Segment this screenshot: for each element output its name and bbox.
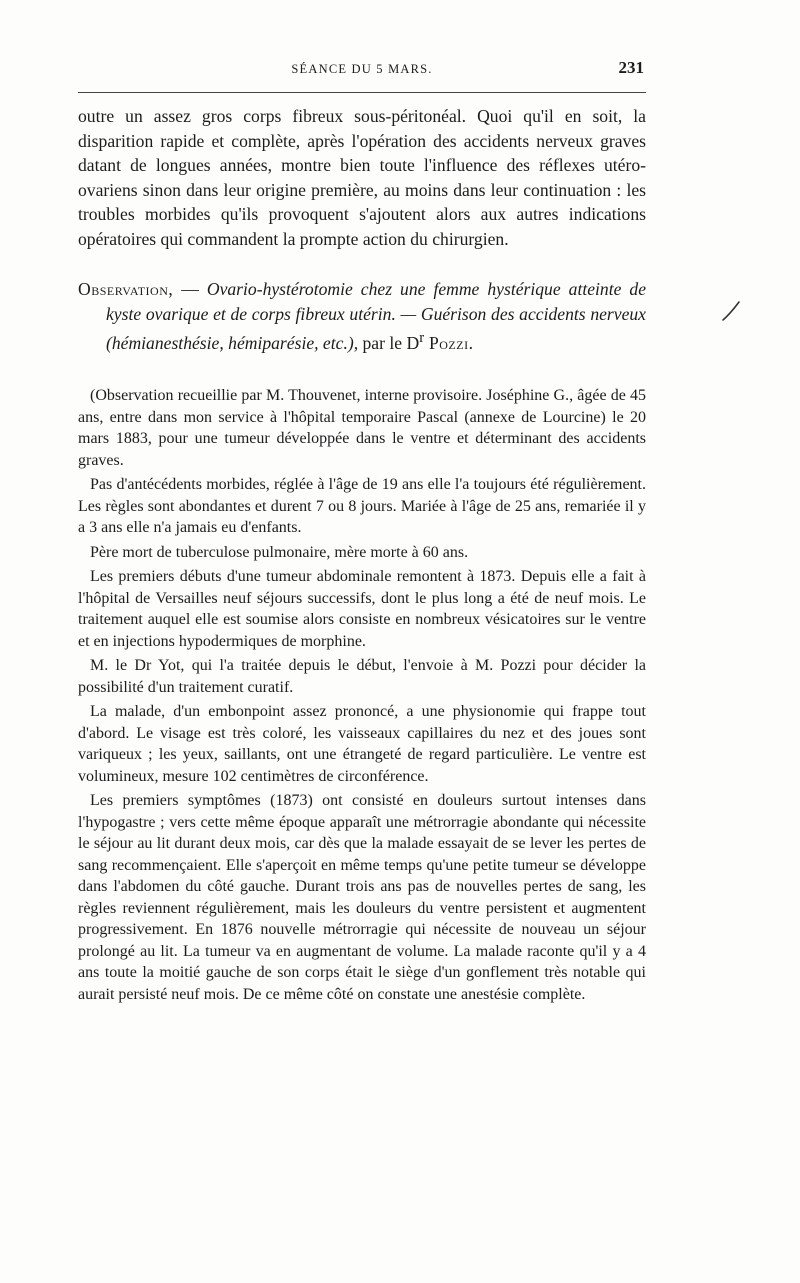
case-paragraph: Père mort de tuberculose pulmonaire, mère morte à 60 ans. [90,543,469,561]
observation-author-sup: r [419,330,425,346]
case-paragraph: Pas d'antécédents morbides, réglée à l'âge de 19 ans elle l'a toujours été régulièrement. Les règles sont abondantes et durent 7 ou 8 jours. Mariée à l'âge de 25 ans, remariée il y a 3 ans elle n'a jamais eu d'enfants. [78,476,646,537]
case-paragraph: La malade, d'un embonpoint assez prononcé, a une physionomie qui frappe tout d'abord. Le visage est très coloré, les vaisseaux capillaires du nez et des joues sont variqueux ; les yeux, saillants, ont une étrangeté de regard particulière. Le ventre est volumineux, mesure 102 centimètres de circonférence. [78,703,646,785]
margin-pencil-mark [720,300,742,322]
observation-dash: — [173,279,207,299]
case-paragraph: Les premiers symptômes (1873) ont consisté en douleurs surtout intenses dans l'hypogastre ; vers cette même époque apparaît une métrorragie abondante qui nécessite le séjour au lit durant deux mois, car dès que la malade essayait de se lever les pertes de sang recommençaient. Elle s'aperçoit en même temps qu'une petite tumeur se développe dans l'abdomen du côté gauche. Durant trois ans pas de nouvelles pertes de sang, les règles reviennent régulièrement, mais les douleurs du ventre persistent et augmentent progressivement. En 1876 nouvelle métrorragie qui nécessite de nouveau un séjour prolongé au lit. La tumeur va en augmentant de volume. La malade raconte qu'il y a 4 ans toute la moitié gauche de son corps était le siège d'un gonflement très notable qui aurait persisté neuf mois. De ce même côté on constate une anestésie complète. [78,792,646,1003]
case-paragraph: M. le Dr Yot, qui l'a traitée depuis le début, l'envoie à M. Pozzi pour décider la possibilité d'un traitement curatif. [78,657,646,696]
observation-label: Observation, [78,279,174,299]
case-report [78,385,646,1005]
page-header [78,56,646,84]
case-paragraph: (Observation recueillie par M. Thouvenet, interne provisoire. Joséphine G., âgée de 45 ans, entre dans mon service à l'hôpital temporaire Pascal (annexe de Lourcine) le 20 mars 1883, pour une tumeur développée dans le ventre et déterminant des accidents graves. [78,387,646,469]
case-paragraph: Les premiers débuts d'une tumeur abdominale remontent à 1873. Depuis elle a fait à l'hôpital de Versailles neuf séjours successifs, dont le plus long a été de neuf mois. Le traitement auquel elle est soumise alors consiste en nombreux vésicatoires sur le ventre et en injections hypodermiques de morphine. [78,568,646,650]
observation-author-name: Pozzi. [424,332,474,353]
observation-title: Ovario-hystérotomie chez une femme hystérique atteinte de kyste ovarique et de corps fibreux utérin. — Guérison des accidents nerveux (hémianesthésie, hémiparésie, etc.), [106,279,647,353]
page-number: 231 [618,58,644,77]
body-text [78,104,646,1005]
header-rule [78,92,646,93]
observation-heading [78,277,646,355]
observation-author-prefix: par le D [358,332,420,353]
intro-paragraph: outre un assez gros corps fibreux sous-péritonéal. Quoi qu'il en soit, la disparition rapide et complète, après l'opération des accidents nerveux graves datant de longues années, montre bien toute l'influence des réflexes utéro-ovariens sinon dans leur origine première, au moins dans leur continuation : les troubles morbides qu'ils provoquent s'ajoutent alors aux autres indications opératoires qui commandent la prompte action du chirurgien. [78,106,646,249]
running-title: SÉANCE DU 5 MARS. [291,62,433,76]
